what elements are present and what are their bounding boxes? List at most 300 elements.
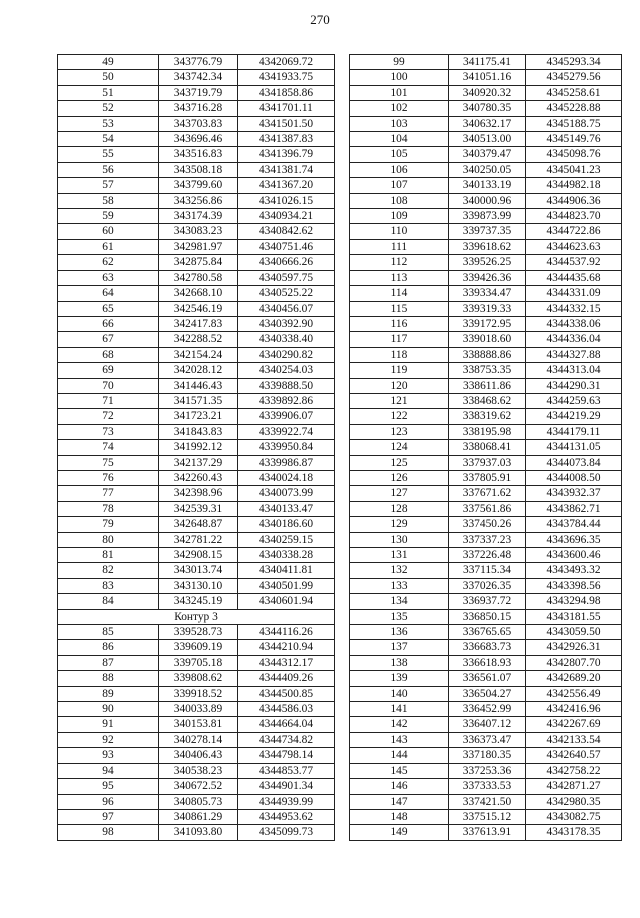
y-coordinate-cell: 4341367.20 <box>238 178 335 193</box>
point-number-cell: 132 <box>350 563 449 578</box>
point-number-cell: 98 <box>58 825 159 840</box>
x-coordinate-cell: 336683.73 <box>449 640 526 655</box>
table-row <box>58 55 335 70</box>
y-coordinate-cell: 4340411.81 <box>238 563 335 578</box>
x-coordinate-cell: 342417.83 <box>159 316 238 331</box>
table-row <box>58 702 335 717</box>
x-coordinate-cell: 343799.60 <box>159 178 238 193</box>
table-row <box>58 239 335 254</box>
point-number-cell: 84 <box>58 594 159 609</box>
y-coordinate-cell: 4344338.06 <box>526 316 622 331</box>
point-number-cell: 92 <box>58 732 159 747</box>
table-row <box>58 101 335 116</box>
point-number-cell: 126 <box>350 470 449 485</box>
point-number-cell: 119 <box>350 363 449 378</box>
table-row <box>350 286 622 301</box>
x-coordinate-cell: 343719.79 <box>159 85 238 100</box>
x-coordinate-cell: 336618.93 <box>449 655 526 670</box>
x-coordinate-cell: 337337.23 <box>449 532 526 547</box>
table-row <box>350 55 622 70</box>
point-number-cell: 149 <box>350 825 449 840</box>
y-coordinate-cell: 4344586.03 <box>238 702 335 717</box>
x-coordinate-cell: 340513.00 <box>449 132 526 147</box>
x-coordinate-cell: 336373.47 <box>449 732 526 747</box>
x-coordinate-cell: 337671.62 <box>449 486 526 501</box>
y-coordinate-cell: 4344210.94 <box>238 640 335 655</box>
point-number-cell: 86 <box>58 640 159 655</box>
x-coordinate-cell: 341051.16 <box>449 70 526 85</box>
point-number-cell: 128 <box>350 501 449 516</box>
point-number-cell: 97 <box>58 809 159 824</box>
x-coordinate-cell: 336452.99 <box>449 702 526 717</box>
y-coordinate-cell: 4340525.22 <box>238 286 335 301</box>
x-coordinate-cell: 342137.29 <box>159 455 238 470</box>
y-coordinate-cell: 4340934.21 <box>238 209 335 224</box>
point-number-cell: 131 <box>350 548 449 563</box>
table-row <box>350 378 622 393</box>
table-row <box>58 825 335 840</box>
table-row <box>58 717 335 732</box>
table-row <box>350 686 622 701</box>
table-row <box>58 270 335 285</box>
x-coordinate-cell: 339018.60 <box>449 332 526 347</box>
point-number-cell: 73 <box>58 424 159 439</box>
table-row <box>58 779 335 794</box>
y-coordinate-cell: 4340259.15 <box>238 532 335 547</box>
y-coordinate-cell: 4344259.63 <box>526 393 622 408</box>
y-coordinate-cell: 4341501.50 <box>238 116 335 131</box>
y-coordinate-cell: 4340073.99 <box>238 486 335 501</box>
table-row <box>350 332 622 347</box>
table-row <box>350 393 622 408</box>
table-row <box>58 301 335 316</box>
point-number-cell: 52 <box>58 101 159 116</box>
x-coordinate-cell: 340406.43 <box>159 748 238 763</box>
table-row <box>350 671 622 686</box>
table-row <box>58 178 335 193</box>
table-row <box>350 101 622 116</box>
point-number-cell: 94 <box>58 763 159 778</box>
table-row <box>58 116 335 131</box>
y-coordinate-cell: 4342807.70 <box>526 655 622 670</box>
table-row <box>58 748 335 763</box>
y-coordinate-cell: 4343398.56 <box>526 578 622 593</box>
x-coordinate-cell: 338611.86 <box>449 378 526 393</box>
y-coordinate-cell: 4341381.74 <box>238 162 335 177</box>
x-coordinate-cell: 342781.22 <box>159 532 238 547</box>
x-coordinate-cell: 337561.86 <box>449 501 526 516</box>
table-row <box>58 363 335 378</box>
y-coordinate-cell: 4343932.37 <box>526 486 622 501</box>
x-coordinate-cell: 340278.14 <box>159 732 238 747</box>
point-number-cell: 100 <box>350 70 449 85</box>
table-row <box>350 578 622 593</box>
point-number-cell: 120 <box>350 378 449 393</box>
x-coordinate-cell: 340780.35 <box>449 101 526 116</box>
x-coordinate-cell: 342398.96 <box>159 486 238 501</box>
x-coordinate-cell: 342028.12 <box>159 363 238 378</box>
coordinates-table-right <box>349 54 622 841</box>
table-row <box>58 393 335 408</box>
x-coordinate-cell: 342154.24 <box>159 347 238 362</box>
x-coordinate-cell: 336937.72 <box>449 594 526 609</box>
x-coordinate-cell: 340672.52 <box>159 779 238 794</box>
y-coordinate-cell: 4342556.49 <box>526 686 622 701</box>
y-coordinate-cell: 4344327.88 <box>526 347 622 362</box>
point-number-cell: 60 <box>58 224 159 239</box>
x-coordinate-cell: 341175.41 <box>449 55 526 70</box>
section-row <box>58 609 335 624</box>
point-number-cell: 50 <box>58 70 159 85</box>
table-row <box>58 501 335 516</box>
point-number-cell: 139 <box>350 671 449 686</box>
point-number-cell: 76 <box>58 470 159 485</box>
table-row <box>58 686 335 701</box>
point-number-cell: 72 <box>58 409 159 424</box>
x-coordinate-cell: 343703.83 <box>159 116 238 131</box>
point-number-cell: 110 <box>350 224 449 239</box>
table-row <box>58 671 335 686</box>
x-coordinate-cell: 337226.48 <box>449 548 526 563</box>
table-row <box>58 532 335 547</box>
y-coordinate-cell: 4340290.82 <box>238 347 335 362</box>
x-coordinate-cell: 342981.97 <box>159 239 238 254</box>
table-row <box>58 224 335 239</box>
y-coordinate-cell: 4340338.28 <box>238 548 335 563</box>
point-number-cell: 55 <box>58 147 159 162</box>
y-coordinate-cell: 4344798.14 <box>238 748 335 763</box>
x-coordinate-cell: 337333.53 <box>449 779 526 794</box>
table-row <box>58 486 335 501</box>
y-coordinate-cell: 4342133.54 <box>526 732 622 747</box>
table-row <box>58 732 335 747</box>
point-number-cell: 123 <box>350 424 449 439</box>
y-coordinate-cell: 4345279.56 <box>526 70 622 85</box>
table-row <box>58 85 335 100</box>
x-coordinate-cell: 336504.27 <box>449 686 526 701</box>
point-number-cell: 83 <box>58 578 159 593</box>
table-row <box>58 424 335 439</box>
y-coordinate-cell: 4343082.75 <box>526 809 622 824</box>
x-coordinate-cell: 343696.46 <box>159 132 238 147</box>
table-row <box>350 85 622 100</box>
point-number-cell: 95 <box>58 779 159 794</box>
y-coordinate-cell: 4340024.18 <box>238 470 335 485</box>
y-coordinate-cell: 4342069.72 <box>238 55 335 70</box>
point-number-cell: 143 <box>350 732 449 747</box>
point-number-cell: 51 <box>58 85 159 100</box>
y-coordinate-cell: 4339950.84 <box>238 440 335 455</box>
point-number-cell: 108 <box>350 193 449 208</box>
y-coordinate-cell: 4344939.99 <box>238 794 335 809</box>
table-row <box>58 70 335 85</box>
x-coordinate-cell: 343130.10 <box>159 578 238 593</box>
table-row <box>58 563 335 578</box>
x-coordinate-cell: 343013.74 <box>159 563 238 578</box>
table-row <box>350 779 622 794</box>
x-coordinate-cell: 340033.89 <box>159 702 238 717</box>
point-number-cell: 70 <box>58 378 159 393</box>
point-number-cell: 137 <box>350 640 449 655</box>
y-coordinate-cell: 4343493.32 <box>526 563 622 578</box>
point-number-cell: 49 <box>58 55 159 70</box>
table-row <box>58 655 335 670</box>
x-coordinate-cell: 341446.43 <box>159 378 238 393</box>
y-coordinate-cell: 4344901.34 <box>238 779 335 794</box>
table-row <box>58 594 335 609</box>
table-row <box>350 470 622 485</box>
x-coordinate-cell: 337613.91 <box>449 825 526 840</box>
y-coordinate-cell: 4344290.31 <box>526 378 622 393</box>
point-number-cell: 69 <box>58 363 159 378</box>
point-number-cell: 113 <box>350 270 449 285</box>
table-row <box>350 594 622 609</box>
y-coordinate-cell: 4344823.70 <box>526 209 622 224</box>
table-row <box>350 825 622 840</box>
table-row <box>350 655 622 670</box>
x-coordinate-cell: 337253.36 <box>449 763 526 778</box>
y-coordinate-cell: 4344906.36 <box>526 193 622 208</box>
table-row <box>350 455 622 470</box>
table-row <box>350 224 622 239</box>
table-row <box>350 255 622 270</box>
table-row <box>58 193 335 208</box>
x-coordinate-cell: 343174.39 <box>159 209 238 224</box>
point-number-cell: 96 <box>58 794 159 809</box>
x-coordinate-cell: 338753.35 <box>449 363 526 378</box>
y-coordinate-cell: 4339906.07 <box>238 409 335 424</box>
point-number-cell: 102 <box>350 101 449 116</box>
point-number-cell: 124 <box>350 440 449 455</box>
table-row <box>58 378 335 393</box>
y-coordinate-cell: 4341026.15 <box>238 193 335 208</box>
point-number-cell: 54 <box>58 132 159 147</box>
table-row <box>350 732 622 747</box>
y-coordinate-cell: 4342416.96 <box>526 702 622 717</box>
table-row <box>58 470 335 485</box>
point-number-cell: 77 <box>58 486 159 501</box>
table-row <box>58 440 335 455</box>
y-coordinate-cell: 4344982.18 <box>526 178 622 193</box>
table-row <box>58 147 335 162</box>
x-coordinate-cell: 340538.23 <box>159 763 238 778</box>
x-coordinate-cell: 339609.19 <box>159 640 238 655</box>
x-coordinate-cell: 339873.99 <box>449 209 526 224</box>
y-coordinate-cell: 4342689.20 <box>526 671 622 686</box>
point-number-cell: 129 <box>350 517 449 532</box>
y-coordinate-cell: 4342980.35 <box>526 794 622 809</box>
point-number-cell: 66 <box>58 316 159 331</box>
point-number-cell: 87 <box>58 655 159 670</box>
point-number-cell: 140 <box>350 686 449 701</box>
y-coordinate-cell: 4342640.57 <box>526 748 622 763</box>
x-coordinate-cell: 337805.91 <box>449 470 526 485</box>
y-coordinate-cell: 4344336.04 <box>526 332 622 347</box>
point-number-cell: 71 <box>58 393 159 408</box>
point-number-cell: 67 <box>58 332 159 347</box>
table-row <box>350 763 622 778</box>
table-row <box>350 717 622 732</box>
x-coordinate-cell: 338068.41 <box>449 440 526 455</box>
table-row <box>58 132 335 147</box>
y-coordinate-cell: 4340597.75 <box>238 270 335 285</box>
point-number-cell: 104 <box>350 132 449 147</box>
point-number-cell: 106 <box>350 162 449 177</box>
point-number-cell: 111 <box>350 239 449 254</box>
table-row <box>350 548 622 563</box>
y-coordinate-cell: 4344623.63 <box>526 239 622 254</box>
table-body-right <box>350 55 622 841</box>
y-coordinate-cell: 4344734.82 <box>238 732 335 747</box>
page-number: 270 <box>310 12 330 27</box>
point-number-cell: 90 <box>58 702 159 717</box>
y-coordinate-cell: 4344331.09 <box>526 286 622 301</box>
y-coordinate-cell: 4345228.88 <box>526 101 622 116</box>
y-coordinate-cell: 4345041.23 <box>526 162 622 177</box>
y-coordinate-cell: 4344853.77 <box>238 763 335 778</box>
y-coordinate-cell: 4340133.47 <box>238 501 335 516</box>
x-coordinate-cell: 339618.62 <box>449 239 526 254</box>
y-coordinate-cell: 4342267.69 <box>526 717 622 732</box>
point-number-cell: 107 <box>350 178 449 193</box>
point-number-cell: 57 <box>58 178 159 193</box>
point-number-cell: 88 <box>58 671 159 686</box>
x-coordinate-cell: 337026.35 <box>449 578 526 593</box>
y-coordinate-cell: 4344722.86 <box>526 224 622 239</box>
y-coordinate-cell: 4343178.35 <box>526 825 622 840</box>
y-coordinate-cell: 4340751.46 <box>238 239 335 254</box>
y-coordinate-cell: 4344312.17 <box>238 655 335 670</box>
y-coordinate-cell: 4343784.44 <box>526 517 622 532</box>
table-row <box>350 609 622 624</box>
y-coordinate-cell: 4339888.50 <box>238 378 335 393</box>
x-coordinate-cell: 339808.62 <box>159 671 238 686</box>
y-coordinate-cell: 4342758.22 <box>526 763 622 778</box>
x-coordinate-cell: 338888.86 <box>449 347 526 362</box>
y-coordinate-cell: 4340601.94 <box>238 594 335 609</box>
y-coordinate-cell: 4343862.71 <box>526 501 622 516</box>
point-number-cell: 93 <box>58 748 159 763</box>
x-coordinate-cell: 340861.29 <box>159 809 238 824</box>
x-coordinate-cell: 338195.98 <box>449 424 526 439</box>
table-body-left <box>58 55 335 841</box>
x-coordinate-cell: 341571.35 <box>159 393 238 408</box>
point-number-cell: 130 <box>350 532 449 547</box>
table-row <box>350 486 622 501</box>
y-coordinate-cell: 4343600.46 <box>526 548 622 563</box>
point-number-cell: 141 <box>350 702 449 717</box>
y-coordinate-cell: 4344500.85 <box>238 686 335 701</box>
table-row <box>350 625 622 640</box>
table-row <box>350 424 622 439</box>
y-coordinate-cell: 4340338.40 <box>238 332 335 347</box>
point-number-cell: 64 <box>58 286 159 301</box>
point-number-cell: 125 <box>350 455 449 470</box>
y-coordinate-cell: 4344537.92 <box>526 255 622 270</box>
y-coordinate-cell: 4340392.90 <box>238 316 335 331</box>
point-number-cell: 68 <box>58 347 159 362</box>
x-coordinate-cell: 340632.17 <box>449 116 526 131</box>
table-row <box>58 548 335 563</box>
point-number-cell: 115 <box>350 301 449 316</box>
point-number-cell: 121 <box>350 393 449 408</box>
point-number-cell: 144 <box>350 748 449 763</box>
table-row <box>58 255 335 270</box>
x-coordinate-cell: 341992.12 <box>159 440 238 455</box>
table-row <box>58 455 335 470</box>
table-row <box>350 301 622 316</box>
table-row <box>350 563 622 578</box>
point-number-cell: 99 <box>350 55 449 70</box>
table-row <box>58 763 335 778</box>
y-coordinate-cell: 4342871.27 <box>526 779 622 794</box>
y-coordinate-cell: 4339922.74 <box>238 424 335 439</box>
x-coordinate-cell: 338319.62 <box>449 409 526 424</box>
y-coordinate-cell: 4344116.26 <box>238 625 335 640</box>
point-number-cell: 127 <box>350 486 449 501</box>
table-row <box>350 640 622 655</box>
x-coordinate-cell: 343508.18 <box>159 162 238 177</box>
x-coordinate-cell: 337450.26 <box>449 517 526 532</box>
x-coordinate-cell: 343256.86 <box>159 193 238 208</box>
y-coordinate-cell: 4344409.26 <box>238 671 335 686</box>
point-number-cell: 79 <box>58 517 159 532</box>
table-row <box>350 270 622 285</box>
point-number-cell: 116 <box>350 316 449 331</box>
y-coordinate-cell: 4341701.11 <box>238 101 335 116</box>
y-coordinate-cell: 4343181.55 <box>526 609 622 624</box>
table-row <box>350 748 622 763</box>
table-row <box>58 794 335 809</box>
x-coordinate-cell: 342780.58 <box>159 270 238 285</box>
point-number-cell: 112 <box>350 255 449 270</box>
y-coordinate-cell: 4344179.11 <box>526 424 622 439</box>
x-coordinate-cell: 342288.52 <box>159 332 238 347</box>
point-number-cell: 103 <box>350 116 449 131</box>
point-number-cell: 118 <box>350 347 449 362</box>
table-row <box>350 347 622 362</box>
y-coordinate-cell: 4345149.76 <box>526 132 622 147</box>
point-number-cell: 148 <box>350 809 449 824</box>
y-coordinate-cell: 4341387.83 <box>238 132 335 147</box>
x-coordinate-cell: 339918.52 <box>159 686 238 701</box>
table-row <box>350 209 622 224</box>
y-coordinate-cell: 4344953.62 <box>238 809 335 824</box>
table-row <box>350 517 622 532</box>
x-coordinate-cell: 337421.50 <box>449 794 526 809</box>
x-coordinate-cell: 342260.43 <box>159 470 238 485</box>
point-number-cell: 134 <box>350 594 449 609</box>
point-number-cell: 65 <box>58 301 159 316</box>
x-coordinate-cell: 342875.84 <box>159 255 238 270</box>
y-coordinate-cell: 4345258.61 <box>526 85 622 100</box>
y-coordinate-cell: 4344332.15 <box>526 301 622 316</box>
table-row <box>350 70 622 85</box>
table-row <box>58 209 335 224</box>
x-coordinate-cell: 339172.95 <box>449 316 526 331</box>
table-row <box>58 162 335 177</box>
x-coordinate-cell: 340805.73 <box>159 794 238 809</box>
x-coordinate-cell: 339705.18 <box>159 655 238 670</box>
x-coordinate-cell: 336407.12 <box>449 717 526 732</box>
y-coordinate-cell: 4344664.04 <box>238 717 335 732</box>
y-coordinate-cell: 4345293.34 <box>526 55 622 70</box>
x-coordinate-cell: 342908.15 <box>159 548 238 563</box>
coordinates-table-left <box>57 54 335 841</box>
y-coordinate-cell: 4342926.31 <box>526 640 622 655</box>
x-coordinate-cell: 340920.32 <box>449 85 526 100</box>
table-row <box>58 625 335 640</box>
